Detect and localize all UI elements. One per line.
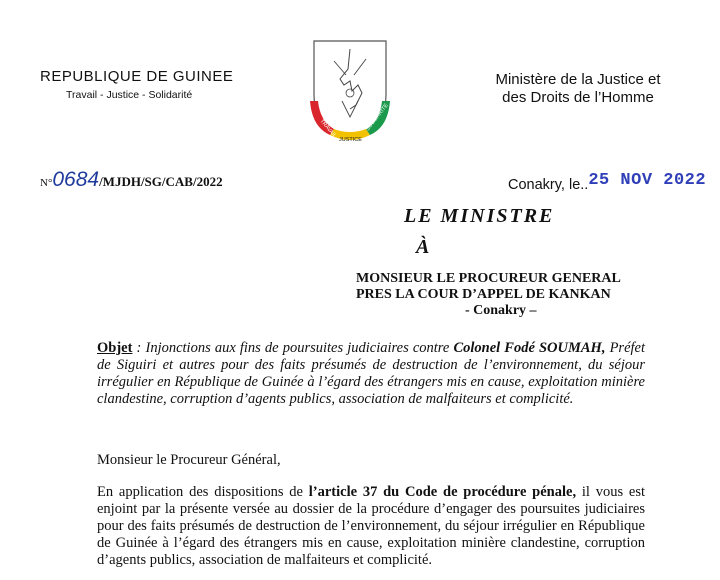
sender-title: LE MINISTRE (404, 205, 555, 227)
emblem-ribbon-center: JUSTICE (339, 137, 362, 143)
ministry-line-1: Ministère de la Justice et (495, 71, 661, 88)
republic-title: REPUBLIQUE DE GUINEE (40, 68, 234, 85)
place-label: Conakry, le (508, 177, 581, 193)
subject-text-end: Préfet de Siguiri et autres pour des faits présumés de destruction de l’environnement, du séjour irrégulier en République de Guinée à l’égard des étrangers mis en cause, exploitation minière clandestine, corruption d’agents publics, association de malfaiteurs et complicité. (97, 340, 646, 407)
reference-number (40, 168, 223, 192)
addressed-to: À (416, 236, 430, 258)
reference-suffix: /MJDH/SG/CAB/2022 (99, 174, 223, 189)
subject-paragraph (97, 340, 645, 408)
handwritten-number: 0684 (52, 168, 100, 191)
ministry-name (458, 71, 698, 107)
recipient-line-1: MONSIEUR LE PROCUREUR GENERAL (356, 271, 621, 286)
emblem-ribbon-right: SOLIDARITE (364, 102, 390, 133)
recipient-line-2: PRES LA COUR D’APPEL DE KANKAN (356, 287, 611, 302)
legal-article-reference: l’article 37 du Code de procédure pénale, (308, 484, 577, 500)
emblem-center-mark (346, 89, 354, 97)
ministry-line-2: des Droits de l’Homme (502, 89, 654, 106)
emblem-ribbon-left: TRAVAIL (318, 118, 338, 140)
subject-text-start: Injonctions aux fins de poursuites judiciaires contre (145, 340, 454, 356)
place-date (508, 171, 707, 195)
dove-icon (340, 49, 362, 109)
body-text-end: il vous est enjoint par la présente versée au dossier de la procédure d’engager des poursuites judiciaires pour des faits présumés de destruction de l’environnement, du séjour irrégulier en République de Guinée à l’égard des étrangers mis en cause, exploitation minière clandestine, corruption d’agents publics, association de malfaiteurs et complicité. (97, 484, 645, 568)
body-text-start: En application des dispositions de (97, 484, 309, 500)
reference-prefix: N° (40, 177, 53, 189)
national-motto: Travail - Justice - Solidarité (66, 89, 193, 101)
date-dots-inline: .. (580, 177, 589, 193)
date-stamp: 25 NOV 2022 (588, 171, 707, 190)
body-paragraph (97, 484, 645, 569)
olive-branch-icon (334, 59, 366, 117)
subject-separator: : (132, 340, 146, 356)
salutation: Monsieur le Procureur Général, (97, 452, 281, 468)
recipient-line-3: - Conakry – (465, 303, 537, 318)
accused-name: Colonel Fodé SOUMAH, (453, 340, 606, 356)
subject-label: Objet (97, 340, 133, 356)
coat-of-arms-emblem (300, 35, 400, 147)
